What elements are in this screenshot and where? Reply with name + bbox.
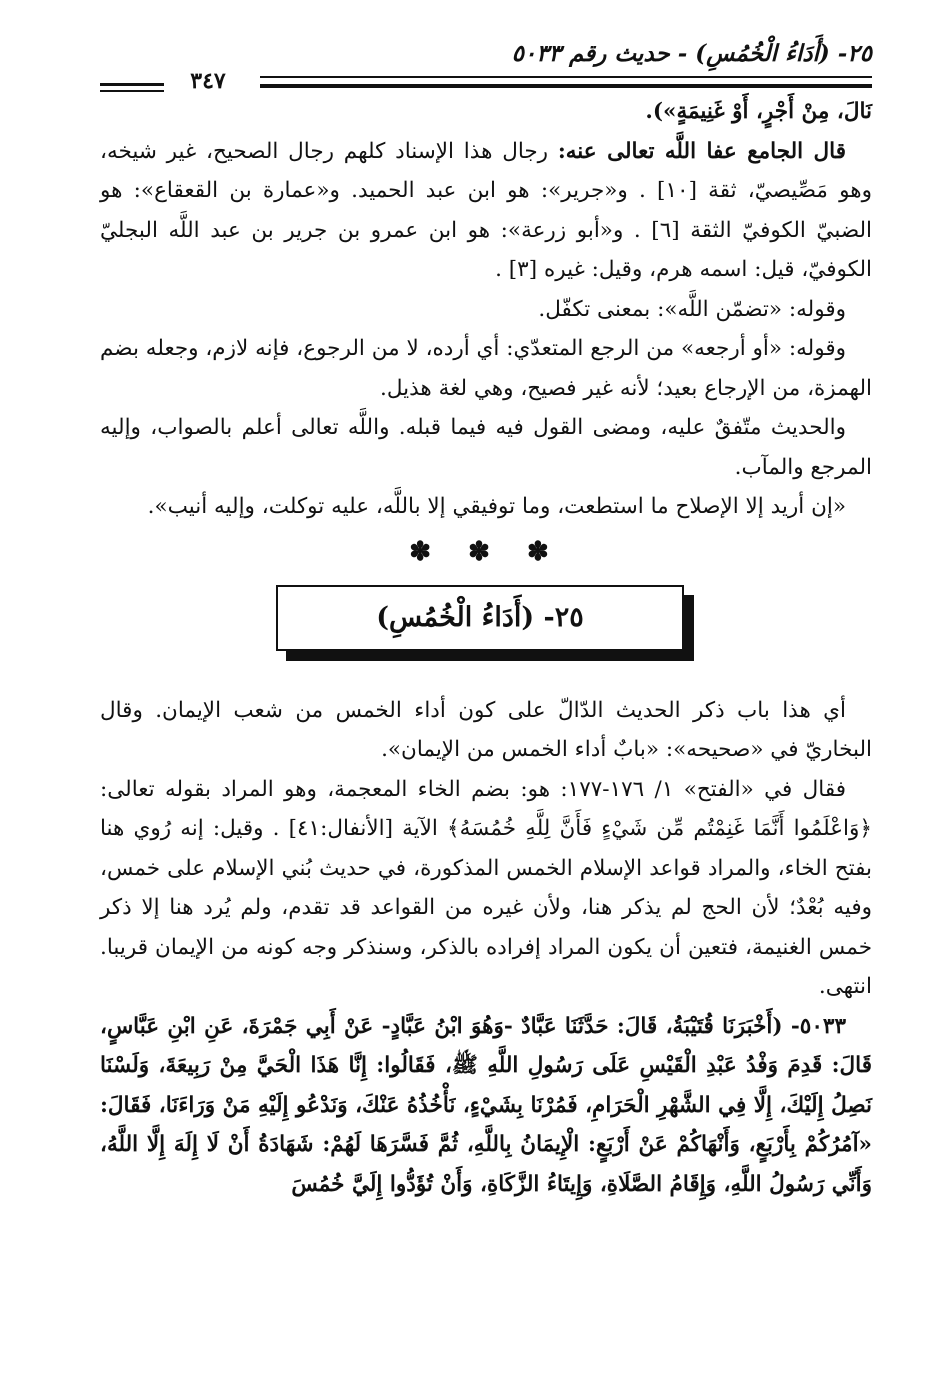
commentary-paragraph-4: والحديث متّفقٌ عليه، ومضى القول فيه فيما قبله. واللَّه تعالى أعلم بالصواب، وإليه المرجع والمآب. <box>100 415 872 480</box>
header-rule-left <box>100 83 164 86</box>
commentary-text: رجال هذا الإسناد كلهم رجال الصحيح، غير شيخه، وهو مَصِّيصيّ، ثقة [١٠] . و«جرير»: هو ابن عبد الحميد. و«عمارة بن القعقاع»: هو الضبيّ الكوفيّ الثقة [٦] . و«أبو زرعة»: هو ابن عمرو بن جرير بن عبد اللَّه البجليّ الكوفيّ، قيل: اسمه هرم، وقيل: غيره [٣] . <box>100 138 872 282</box>
page-number: ٣٤٧ <box>190 68 226 94</box>
header-rule-thick <box>260 84 872 88</box>
chapter-paragraph-2: فقال في «الفتح» ١/ ١٧٦-١٧٧: هو: بضم الخاء المعجمة، وهو المراد بقوله تعالى: ﴿وَاعْلَمُوا أَنَّمَا غَنِمْتُم مِّن شَيْءٍ فَأَنَّ لِلَّهِ خُمُسَهُ﴾ الآية [الأنفال:٤١] . وقيل: إنه رُوي هنا بفتح الخاء، والمراد قواعد الإسلام الخمس المذكورة، في حديث بُني الإسلام على خمس، وفيه بُعْدٌ؛ لأن الحج لم يذكر هنا، ولأن غيره من القواعد قد تقدم، ولم يُرد هنا إلا ذكر خمس الغنيمة، فتعين أن يكون المراد إفراده بالذكر، وسنذكر وجه كونه من الإيمان قريبا. انتهى. <box>100 776 872 999</box>
chapter-paragraph-1: أي هذا باب ذكر الحديث الدّالّ على كون أداء الخمس من شعب الإيمان. وقال البخاريّ في «صحيحه»: «بابٌ أداء الخمس من الإيمان». <box>100 697 872 762</box>
commentary-lead: قال الجامع عفا اللَّه تعالى عنه: <box>557 138 846 164</box>
commentary-paragraph-3: وقوله: «أو أرجعه» من الرجع المتعدّي: أي أرده، لا من الرجوع، فإنه لازم، وجعله بضم الهمزة، من الإرجاع بعيد؛ لأنه غير فصيح، وهي لغة هذيل. <box>100 336 872 401</box>
section-separator: ✽ ✽ ✽ <box>409 536 563 567</box>
header-rule-thin <box>260 76 872 78</box>
hadith-text: ٥٠٣٣- (أَخْبَرَنَا قُتَيْبَةُ، قَالَ: حَدَّثَنَا عَبَّادٌ -وَهُوَ ابْنُ عَبَّادٍ- عَنْ أَبِي جَمْرَةَ، عَنِ ابْنِ عَبَّاسٍ، قَالَ: قَدِمَ وَفْدُ عَبْدِ الْقَيْسِ عَلَى رَسُولِ اللَّهِ ﷺ، فَقَالُوا: إِنَّا هَذَا الْحَيَّ مِنْ رَبِيعَةَ، وَلَسْنَا نَصِلُ إِلَيْكَ، إِلَّا فِي الشَّهْرِ الْحَرَامِ، فَمُرْنَا بِشَيْءٍ، نَأْخُذُهُ عَنْكَ، وَنَدْعُو إِلَيْهِ مَنْ وَرَاءَنَا، فَقَالَ: «آمُرُكُمْ بِأَرْبَعٍ، وَأَنْهَاكُمْ عَنْ أَرْبَعٍ: الْإِيمَانُ بِاللَّهِ، ثُمَّ فَسَّرَهَا لَهُمْ: شَهَادَةُ أَنْ لَا إِلَهَ إِلَّا اللَّهُ، وَأَنِّي رَسُولُ اللَّهِ، وَإِقَامُ الصَّلَاةِ، وَإِيتَاءُ الزَّكَاةِ، وَأَنْ تُؤَدُّوا إِلَيَّ خُمُسَ <box>100 1013 872 1197</box>
chapter-heading-frame <box>276 585 696 665</box>
book-page <box>100 40 872 1204</box>
commentary-paragraph-1 <box>100 132 872 290</box>
chapter-heading: ٢٥- (أَدَاءُ الْخُمُسِ) <box>276 585 684 651</box>
commentary-paragraph-2: وقوله: «تضمّن اللَّه»: بمعنى تكفّل. <box>538 296 846 322</box>
commentary-paragraph-5: «إن أريد إلا الإصلاح ما استطعت، وما توفيقي إلا باللَّه، عليه توكلت، وإليه أنيب». <box>147 494 846 519</box>
continued-hadith-line: نَالَ، مِنْ أَجْرٍ، أَوْ غَنِيمَةٍ»). <box>645 99 872 124</box>
running-title: ٢٥- (أَدَاءُ الْخُمُسِ) - حديث رقم ٥٠٣٣ <box>511 40 872 67</box>
running-header <box>100 40 872 92</box>
header-rule-left-thin <box>100 90 164 92</box>
